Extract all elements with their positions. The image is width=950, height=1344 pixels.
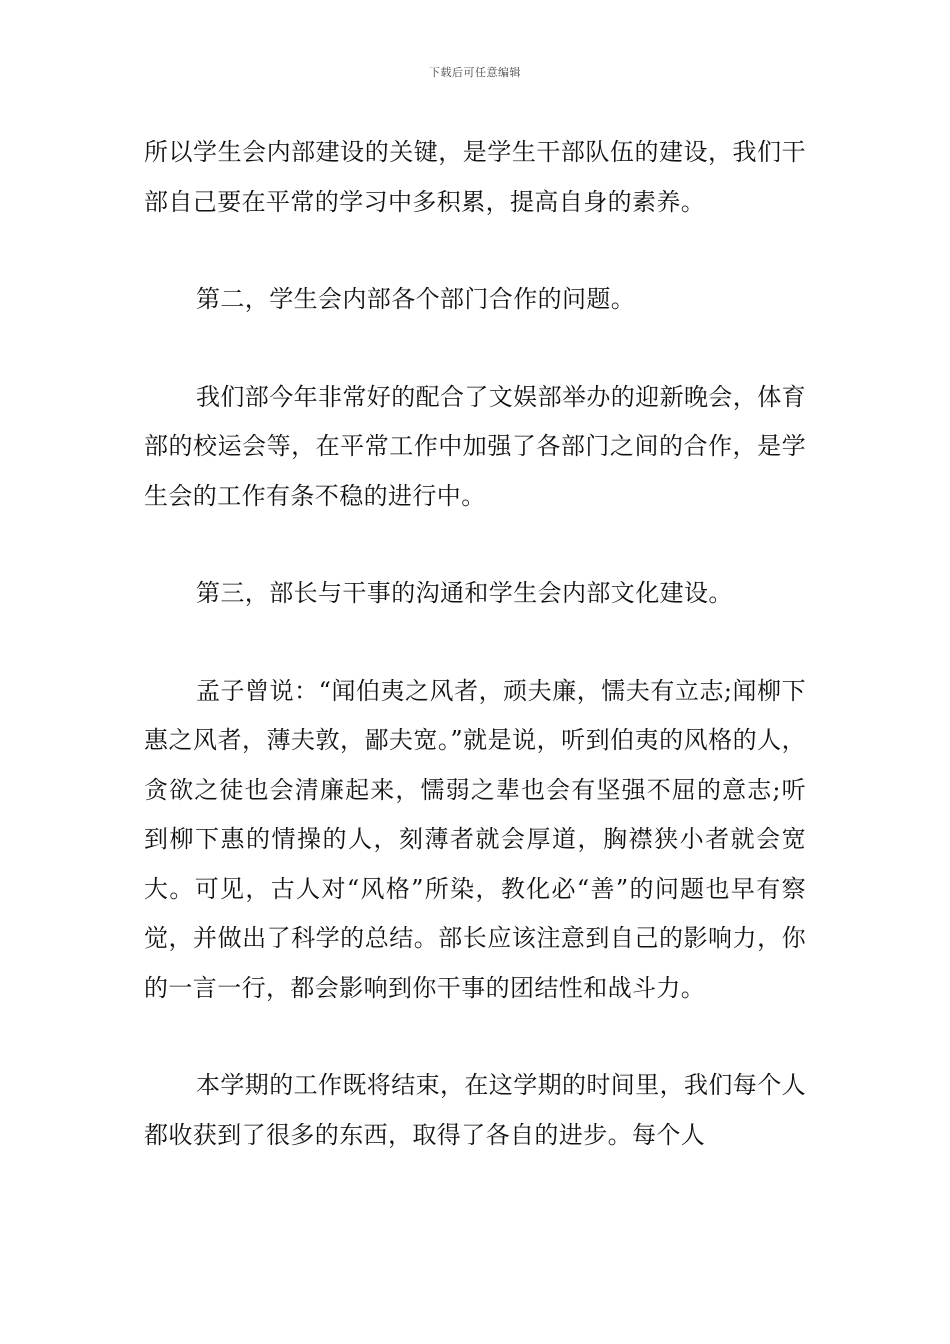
paragraph-5: 孟子曾说：“闻伯夷之风者，顽夫廉，懦夫有立志;闻柳下惠之风者，薄夫敦，鄙夫宽。”就是说，听到伯夷的风格的人，贪欲之徒也会清廉起来，懦弱之辈也会有坚强不屈的意志;听到柳下惠的情操的人，刻薄者就会厚道，胸襟狭小者就会宽大。可见，古人对“风格”所染，教化必“善”的问题也早有察觉，并做出了科学的总结。部长应该注意到自己的影响力，你的一言一行，都会影响到你干事的团结性和战斗力。 (144, 676, 806, 1002)
paragraph-4: 第三，部长与干事的沟通和学生会内部文化建设。 (196, 579, 733, 607)
paragraph-2: 第二，学生会内部各个部门合作的问题。 (196, 285, 636, 313)
paragraph-3: 我们部今年非常好的配合了文娱部举办的迎新晚会，体育部的校运会等，在平常工作中加强了各部门之间的合作，是学生会的工作有条不稳的进行中。 (144, 382, 806, 510)
page-header: 下载后可任意编辑 (429, 66, 521, 79)
paragraph-6: 本学期的工作既将结束，在这学期的时间里，我们每个人都收获到了很多的东西，取得了各自的进步。每个人 (144, 1071, 806, 1149)
paragraph-1: 所以学生会内部建设的关键，是学生干部队伍的建设，我们干部自己要在平常的学习中多积累，提高自身的素养。 (144, 138, 806, 216)
document-body (144, 128, 806, 1160)
